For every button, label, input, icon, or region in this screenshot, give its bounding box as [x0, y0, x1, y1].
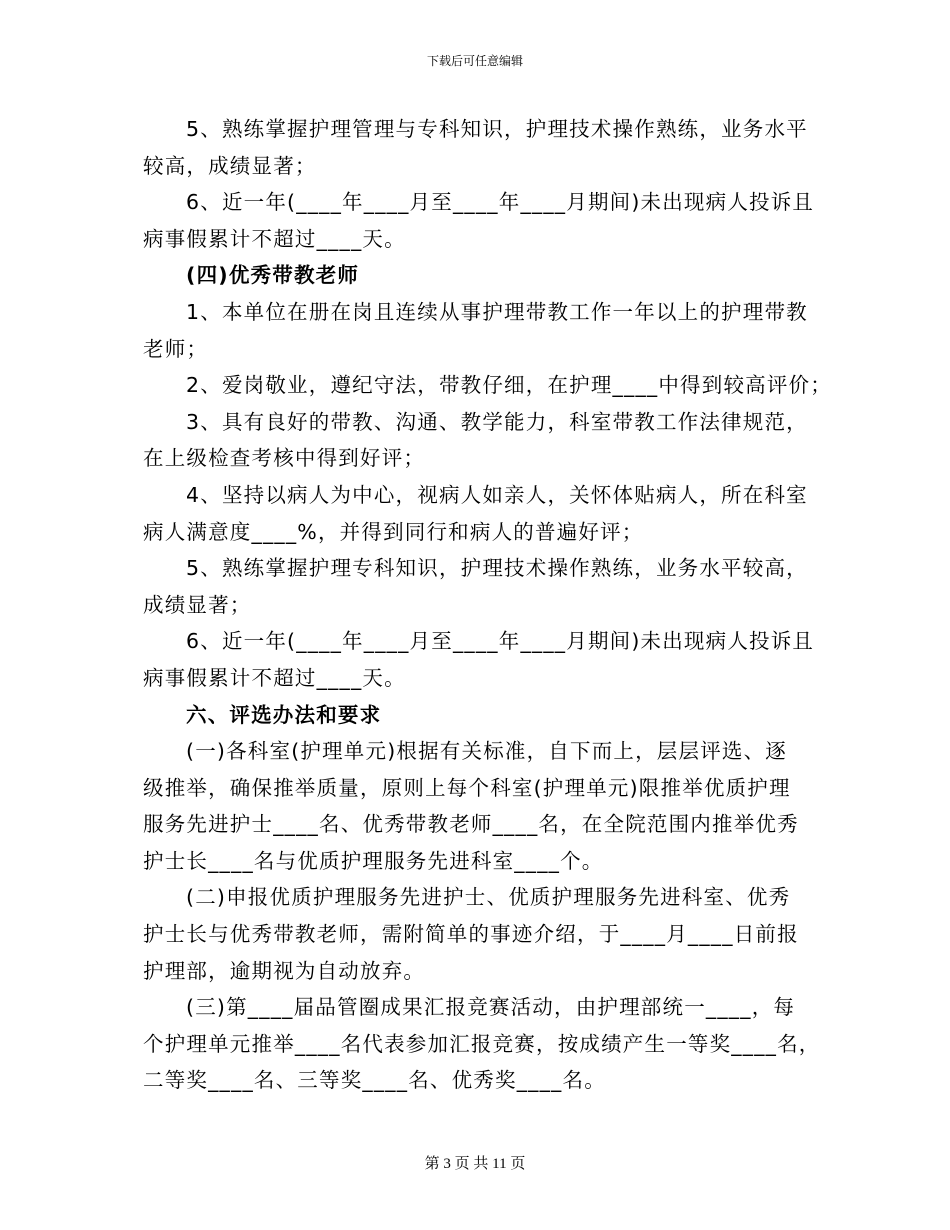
body-line: 病事假累计不超过____天。: [143, 665, 406, 690]
page-footer: [0, 1155, 950, 1173]
header-text: 下载后可任意编辑: [426, 54, 523, 68]
body-line: 老师；: [143, 336, 209, 361]
body-line: 成绩显著；: [143, 592, 252, 617]
page-number: 第 3 页 共 11 页: [424, 1156, 526, 1172]
body-line: 护理部，逾期视为自动放弃。: [143, 958, 426, 983]
body-line: 护士长与优秀带教老师，需附简单的事迹介绍，于____月____日前报: [143, 922, 799, 947]
body-line: 较高，成绩显著；: [143, 153, 317, 178]
body-line: 1、本单位在册在岗且连续从事护理带教工作一年以上的护理带教: [186, 299, 808, 324]
section-heading: (四)优秀带教老师: [186, 263, 360, 288]
page-header: [0, 54, 950, 68]
body-line: 服务先进护士____名、优秀带教老师____名，在全院范围内推举优秀: [143, 812, 799, 837]
body-line: (二)申报优质护理服务先进护士、优质护理服务先进科室、优秀: [186, 885, 791, 910]
body-line: (三)第____届品管圈成果汇报竞赛活动，由护理部统一____，每: [186, 995, 796, 1020]
body-line: 病人满意度____%，并得到同行和病人的普遍好评；: [143, 519, 644, 544]
body-line: 个护理单元推举____名代表参加汇报竞赛，按成绩产生一等奖____名，: [143, 1031, 821, 1056]
body-line: 4、坚持以病人为中心，视病人如亲人，关怀体贴病人，所在科室: [186, 482, 808, 507]
body-line: 5、熟练掌握护理管理与专科知识，护理技术操作熟练，业务水平: [186, 117, 808, 141]
body-line: 3、具有良好的带教、沟通、教学能力，科室带教工作法律规范，: [186, 409, 808, 434]
body-line: 病事假累计不超过____天。: [143, 226, 406, 251]
body-line: 护士长____名与优质护理服务先进科室____个。: [143, 848, 604, 873]
body-line: 6、近一年(____年____月至____年____月期间)未出现病人投诉且: [186, 629, 815, 654]
body-line: 二等奖____名、三等奖____名、优秀奖____名。: [143, 1068, 606, 1093]
body-line: (一)各科室(护理单元)根据有关标准，自下而上，层层评选、逐: [186, 739, 787, 764]
section-heading: 六、评选办法和要求: [186, 702, 382, 727]
body-line: 6、近一年(____年____月至____年____月期间)未出现病人投诉且: [186, 190, 815, 215]
body-line: 5、熟练掌握护理专科知识，护理技术操作熟练，业务水平较高，: [186, 556, 808, 581]
document-body: [143, 111, 832, 1099]
body-line: 2、爱岗敬业，遵纪守法，带教仔细，在护理____中得到较高评价；: [186, 373, 832, 398]
body-line: 在上级检查考核中得到好评；: [143, 446, 426, 471]
body-line: 级推举，确保推举质量，原则上每个科室(护理单元)限推举优质护理: [143, 775, 791, 800]
